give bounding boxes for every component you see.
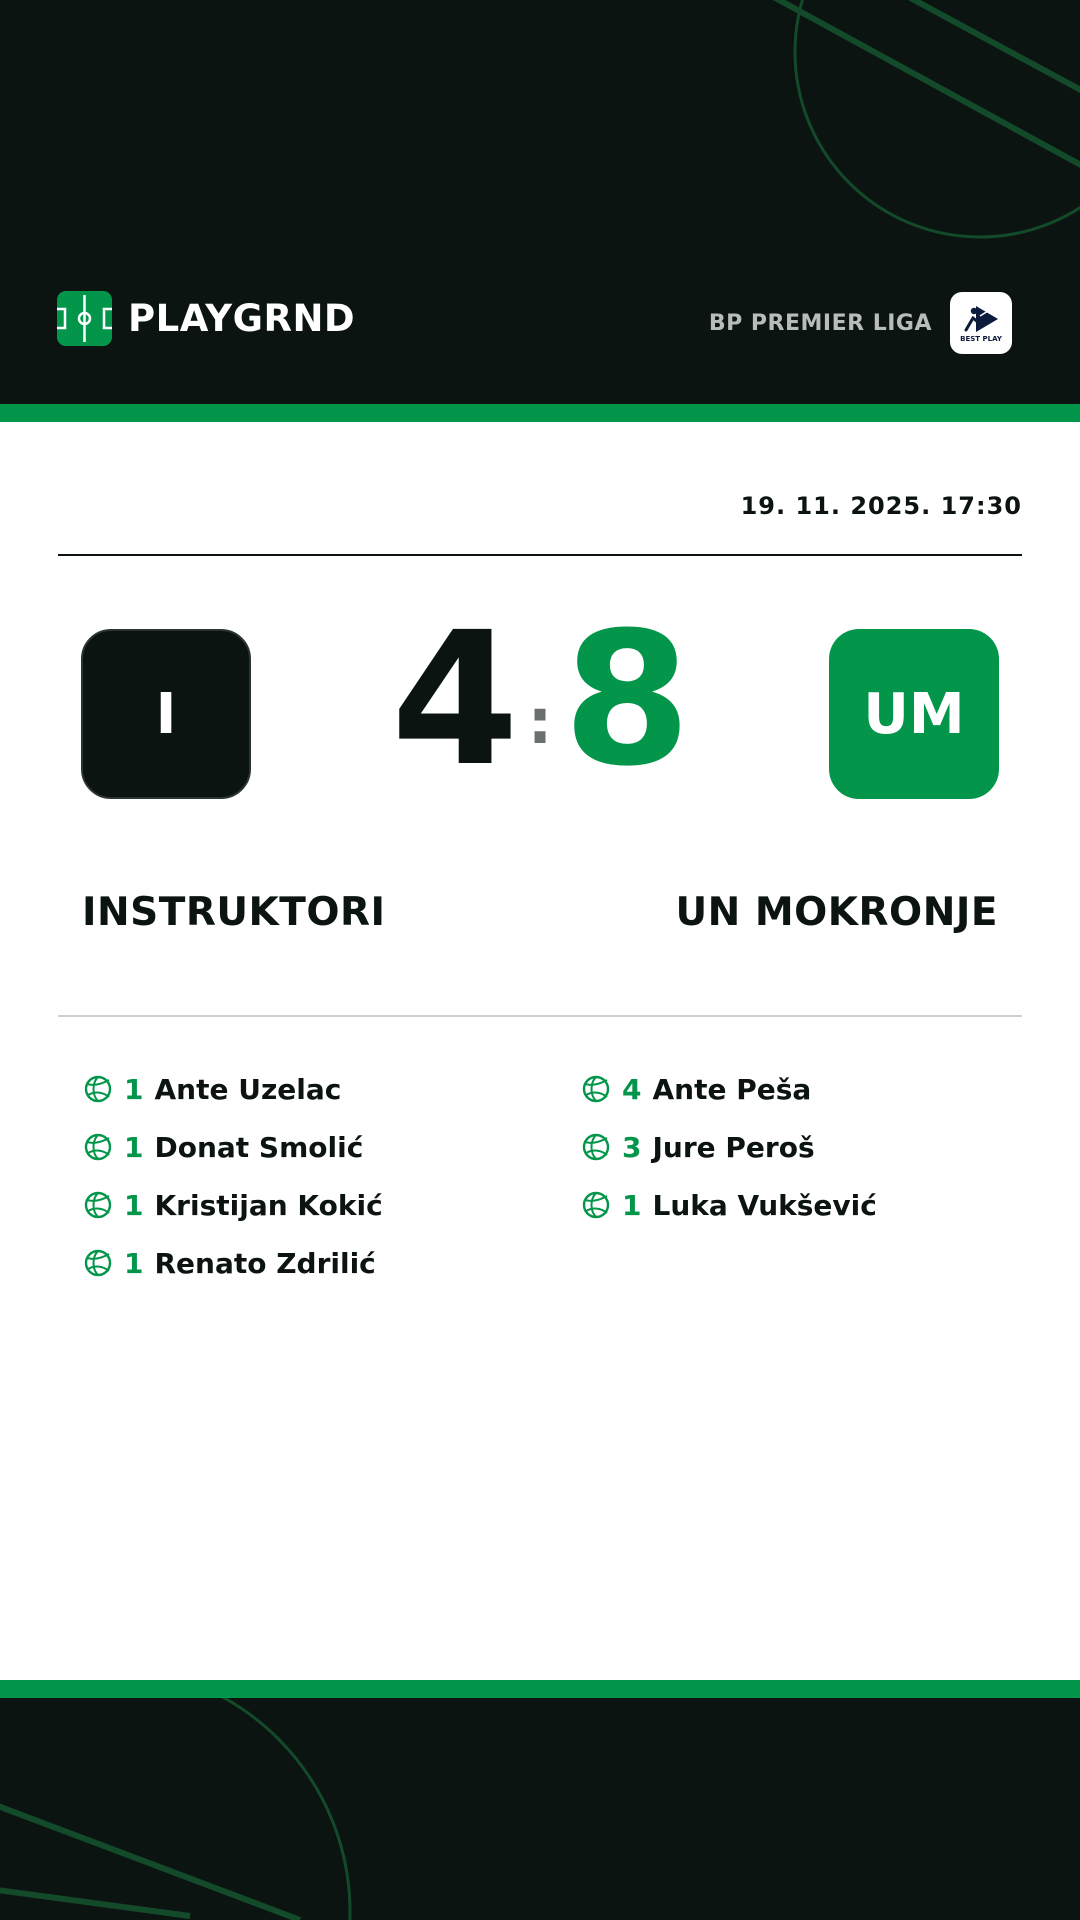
football-pitch-icon bbox=[57, 291, 112, 346]
brand bbox=[57, 291, 355, 346]
scorer-name: Luka Vukšević bbox=[652, 1188, 877, 1222]
scorer-name: Kristijan Kokić bbox=[154, 1188, 383, 1222]
pitch-lines-decoration bbox=[0, 1698, 1080, 1920]
league-logo bbox=[950, 292, 1012, 354]
ball-icon bbox=[582, 1191, 610, 1219]
scorer-name: Donat Smolić bbox=[154, 1130, 364, 1164]
scorer-goals: 1 bbox=[124, 1188, 144, 1222]
ball-icon bbox=[84, 1133, 112, 1161]
away-score: 8 bbox=[562, 593, 692, 807]
scorer-row bbox=[582, 1176, 877, 1234]
away-team-badge: UM bbox=[829, 629, 999, 799]
scorer-goals: 4 bbox=[622, 1072, 642, 1106]
ball-icon bbox=[582, 1133, 610, 1161]
away-scorers-list bbox=[582, 1060, 877, 1234]
scorer-goals: 3 bbox=[622, 1130, 642, 1164]
ball-icon bbox=[84, 1075, 112, 1103]
scorer-row bbox=[84, 1176, 383, 1234]
home-team-name: INSTRUKTORI bbox=[82, 890, 386, 935]
away-team-name: UN MOKRONJE bbox=[675, 890, 998, 935]
scorer-goals: 1 bbox=[124, 1246, 144, 1280]
ball-icon bbox=[582, 1075, 610, 1103]
footer-accent-stripe bbox=[0, 1680, 1080, 1698]
scorer-name: Jure Peroš bbox=[652, 1130, 815, 1164]
league-logo-text: BEST PLAY bbox=[960, 334, 1002, 343]
home-team-badge: I bbox=[81, 629, 251, 799]
home-scorers-list bbox=[84, 1060, 383, 1292]
score-separator: : bbox=[527, 685, 553, 758]
scorer-row bbox=[84, 1118, 383, 1176]
scorer-name: Renato Zdrilić bbox=[154, 1246, 376, 1280]
ball-icon bbox=[84, 1249, 112, 1277]
scorer-goals: 1 bbox=[124, 1130, 144, 1164]
header-accent-stripe bbox=[0, 404, 1080, 422]
scorer-row bbox=[582, 1060, 877, 1118]
divider bbox=[58, 554, 1022, 556]
ball-icon bbox=[84, 1191, 112, 1219]
divider bbox=[58, 1015, 1022, 1017]
league bbox=[709, 292, 1012, 354]
match-datetime: 19. 11. 2025. 17:30 bbox=[740, 492, 1022, 520]
scorer-name: Ante Peša bbox=[652, 1072, 812, 1106]
scorer-name: Ante Uzelac bbox=[154, 1072, 342, 1106]
best-play-logo-icon bbox=[962, 304, 1000, 334]
scorer-row bbox=[84, 1060, 383, 1118]
scorer-row bbox=[582, 1118, 877, 1176]
home-score: 4 bbox=[390, 593, 520, 807]
header bbox=[0, 0, 1080, 404]
scorer-goals: 1 bbox=[124, 1072, 144, 1106]
brand-name: PLAYGRND bbox=[128, 297, 356, 340]
scorer-goals: 1 bbox=[622, 1188, 642, 1222]
scorer-row bbox=[84, 1234, 383, 1292]
footer bbox=[0, 1698, 1080, 1920]
league-name: BP PREMIER LIGA bbox=[708, 310, 932, 336]
